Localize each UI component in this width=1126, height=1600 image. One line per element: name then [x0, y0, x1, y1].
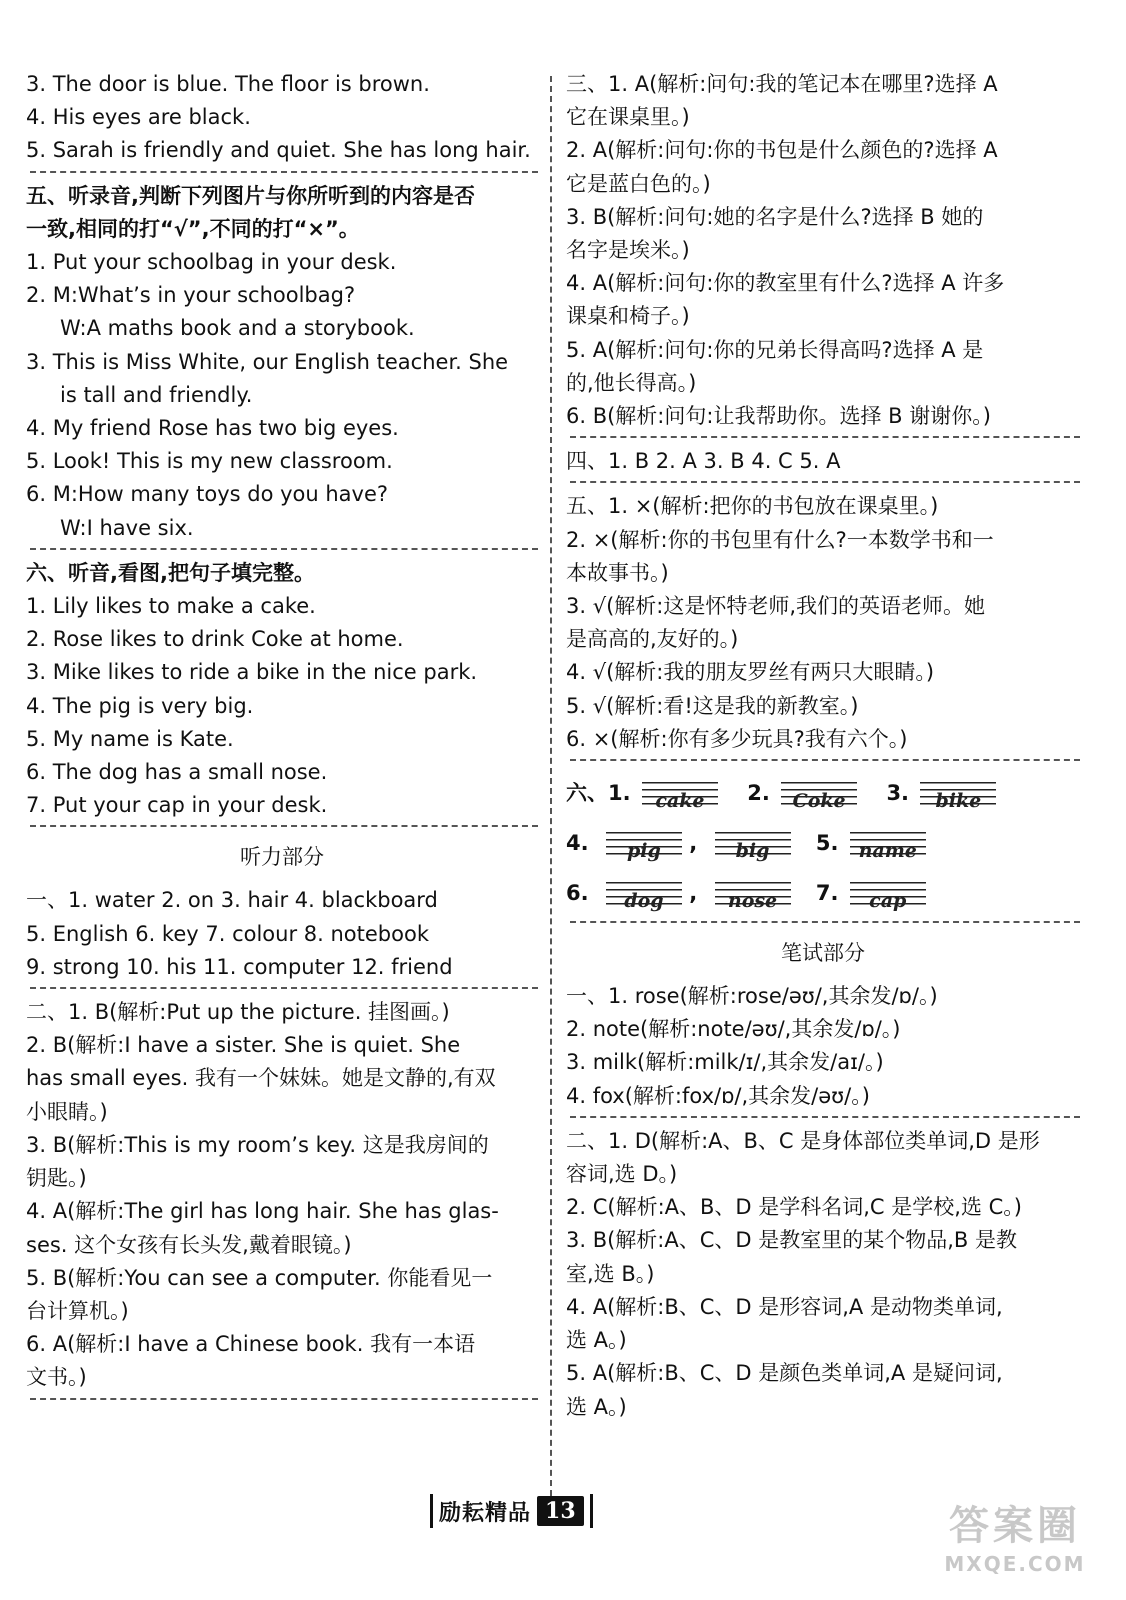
footer-bar	[430, 1494, 433, 1528]
dashed-divider	[570, 481, 1080, 483]
text-line: 2. A(解析:问句:你的书包是什么颜色的?选择 A	[566, 138, 998, 163]
watermark-main: 答案圈	[949, 1503, 1081, 1549]
text-line: 5. A(解析:问句:你的兄弟长得高吗?选择 A 是	[566, 337, 984, 362]
text-line: 4. The pig is very big.	[26, 693, 254, 718]
handwriting-line	[606, 830, 682, 863]
handwriting-line	[781, 780, 857, 813]
dashed-divider	[570, 1116, 1080, 1118]
dashed-divider	[30, 825, 538, 827]
text-line: 二、1. B(解析:Put up the picture. 挂图画。)	[26, 1000, 450, 1025]
right-column	[566, 68, 1080, 1424]
text-line: 3. √(解析:这是怀特老师,我们的英语老师。她	[566, 594, 986, 619]
section-heading: 五、听录音,判断下列图片与你所听到的内容是否	[26, 183, 475, 208]
text-line: 名字是埃米。)	[566, 238, 690, 263]
text-line: 室,选 B。)	[566, 1261, 655, 1286]
text-line: 4. √(解析:我的朋友罗丝有两只大眼睛。)	[566, 660, 935, 685]
dashed-divider	[30, 987, 538, 989]
text-line: 它在课桌里。)	[566, 105, 690, 130]
item-number: 5.	[815, 831, 839, 856]
handwritten-answer: big	[735, 840, 770, 863]
text-line: 4. A(解析:B、C、D 是形容词,A 是动物类单词,	[566, 1294, 1003, 1319]
handwritten-answer: bike	[935, 790, 982, 813]
text-line: 5. Sarah is friendly and quiet. She has long hair.	[26, 138, 531, 163]
text-line: 5. Look! This is my new classroom.	[26, 449, 393, 474]
handwritten-answer: cap	[869, 890, 907, 913]
fill-answer-row	[566, 768, 1080, 818]
text-line: 选 A。)	[566, 1328, 627, 1353]
text-line: 4. A(解析:The girl has long hair. She has glas-	[26, 1199, 499, 1224]
page-number: 13	[537, 1496, 584, 1526]
handwriting-line	[920, 780, 996, 813]
handwriting-line	[715, 830, 791, 863]
text-line: 一、1. water 2. on 3. hair 4. blackboard	[26, 888, 438, 913]
text-line: 5. English 6. key 7. colour 8. notebook	[26, 921, 429, 946]
text-line: 一、1. rose(解析:rose/əʊ/,其余发/ɒ/。)	[566, 984, 938, 1009]
text-line: 3. B(解析:问句:她的名字是什么?选择 B 她的	[566, 204, 984, 229]
watermark-url: MXQE.COM	[944, 1552, 1086, 1576]
left-column	[26, 68, 538, 1407]
text-line: 小眼睛。)	[26, 1099, 108, 1124]
text-line: 它是蓝白色的。)	[566, 171, 711, 196]
watermark	[920, 1500, 1110, 1592]
handwritten-answer: cake	[655, 790, 705, 813]
text-line: 五、1. ×(解析:把你的书包放在课桌里。)	[566, 494, 939, 519]
handwritten-answer: Coke	[792, 790, 846, 813]
text-line: 2. Rose likes to drink Coke at home.	[26, 627, 404, 652]
text-line: 本故事书。)	[566, 560, 669, 585]
item-number: 6.	[566, 881, 589, 906]
text-line: 6. A(解析:I have a Chinese book. 我有一本语	[26, 1332, 476, 1357]
section-heading: 六、听音,看图,把句子填完整。	[26, 560, 315, 585]
handwriting-line	[715, 880, 791, 913]
text-line: 2. note(解析:note/əʊ/,其余发/ɒ/。)	[566, 1017, 901, 1042]
text-line: 3. milk(解析:milk/ɪ/,其余发/aɪ/。)	[566, 1050, 884, 1075]
text-line: W:I have six.	[60, 515, 194, 540]
footer-bar	[590, 1494, 593, 1528]
handwritten-answer: nose	[727, 890, 778, 913]
text-line: 5. My name is Kate.	[26, 726, 234, 751]
text-line: 是高高的,友好的。)	[566, 627, 739, 652]
text-line: 2. M:What’s in your schoolbag?	[26, 283, 356, 308]
brand-name: 励耘精品	[439, 1500, 532, 1526]
column-divider	[550, 76, 552, 1506]
handwriting-line	[850, 830, 926, 863]
text-line: 5. B(解析:You can see a computer. 你能看见一	[26, 1265, 493, 1290]
item-number: 六、1.	[566, 781, 631, 806]
text-line: 5. A(解析:B、C、D 是颜色类单词,A 是疑问词,	[566, 1361, 1003, 1386]
text-line: 3. The door is blue. The floor is brown.	[26, 72, 430, 96]
item-number: 2.	[747, 781, 770, 806]
text-line: 钥匙。)	[26, 1166, 87, 1191]
text-line: 2. B(解析:I have a sister. She is quiet. She	[26, 1033, 461, 1058]
separator-comma: ,	[689, 881, 698, 906]
dashed-divider	[30, 548, 538, 550]
text-line: 9. strong 10. his 11. computer 12. friend	[26, 954, 453, 979]
section-heading: 一致,相同的打“√”,不同的打“×”。	[26, 216, 360, 241]
text-line: 3. B(解析:This is my room’s key. 这是我房间的	[26, 1132, 489, 1157]
text-line: 四、1. B 2. A 3. B 4. C 5. A	[566, 449, 841, 474]
handwritten-answer: pig	[627, 840, 661, 863]
text-line: W:A maths book and a storybook.	[60, 316, 415, 341]
text-line: 的,他长得高。)	[566, 370, 697, 395]
handwritten-answer: name	[858, 840, 917, 863]
dashed-divider	[30, 1398, 538, 1400]
text-line: 二、1. D(解析:A、B、C 是身体部位类单词,D 是形	[566, 1128, 1040, 1153]
text-line: is tall and friendly.	[60, 382, 253, 407]
text-line: 容词,选 D。)	[566, 1162, 678, 1187]
text-line: 4. My friend Rose has two big eyes.	[26, 416, 399, 441]
handwriting-line	[642, 780, 718, 813]
text-line: 6. B(解析:问句:让我帮助你。选择 B 谢谢你。)	[566, 404, 991, 429]
dashed-divider	[570, 436, 1080, 438]
text-line: has small eyes. 我有一个妹妹。她是文静的,有双	[26, 1066, 496, 1091]
handwritten-answer: dog	[624, 890, 664, 913]
text-line: ses. 这个女孩有长头发,戴着眼镜。)	[26, 1232, 352, 1257]
text-line: 1. Put your schoolbag in your desk.	[26, 250, 397, 275]
item-number: 4.	[566, 831, 589, 856]
text-line: 6. M:How many toys do you have?	[26, 482, 389, 507]
section-title: 听力部分	[240, 845, 324, 870]
dashed-divider	[570, 759, 1080, 761]
text-line: 6. The dog has a small nose.	[26, 760, 328, 785]
text-line: 课桌和椅子。)	[566, 304, 690, 329]
text-line: 5. √(解析:看!这是我的新教室。)	[566, 693, 859, 718]
text-line: 台计算机。)	[26, 1298, 129, 1323]
text-line: 6. ×(解析:你有多少玩具?我有六个。)	[566, 726, 908, 751]
text-line: 1. Lily likes to make a cake.	[26, 594, 316, 619]
item-number: 7.	[815, 881, 839, 906]
text-line: 三、1. A(解析:问句:我的笔记本在哪里?选择 A	[566, 72, 998, 96]
section-title: 笔试部分	[781, 941, 865, 966]
text-line: 2. ×(解析:你的书包里有什么?一本数学书和一	[566, 527, 994, 552]
text-line: 4. A(解析:问句:你的教室里有什么?选择 A 许多	[566, 271, 1005, 296]
fill-answer-row	[566, 868, 1080, 918]
text-line: 4. His eyes are black.	[26, 105, 251, 130]
item-number: 3.	[886, 781, 910, 806]
text-line: 3. Mike likes to ride a bike in the nice park.	[26, 660, 478, 685]
page-footer	[430, 1490, 593, 1532]
text-line: 3. This is Miss White, our English teacher. She	[26, 349, 509, 374]
dashed-divider	[30, 171, 538, 173]
handwriting-line	[850, 880, 926, 913]
text-line: 7. Put your cap in your desk.	[26, 793, 328, 818]
text-line: 文书。)	[26, 1365, 87, 1390]
separator-comma: ,	[689, 831, 698, 856]
handwriting-line	[606, 880, 682, 913]
text-line: 4. fox(解析:fox/ɒ/,其余发/əʊ/。)	[566, 1083, 870, 1108]
text-line: 2. C(解析:A、B、D 是学科名词,C 是学校,选 C。)	[566, 1195, 1022, 1220]
text-line: 选 A。)	[566, 1394, 627, 1419]
text-line: 3. B(解析:A、C、D 是教室里的某个物品,B 是教	[566, 1228, 1018, 1253]
